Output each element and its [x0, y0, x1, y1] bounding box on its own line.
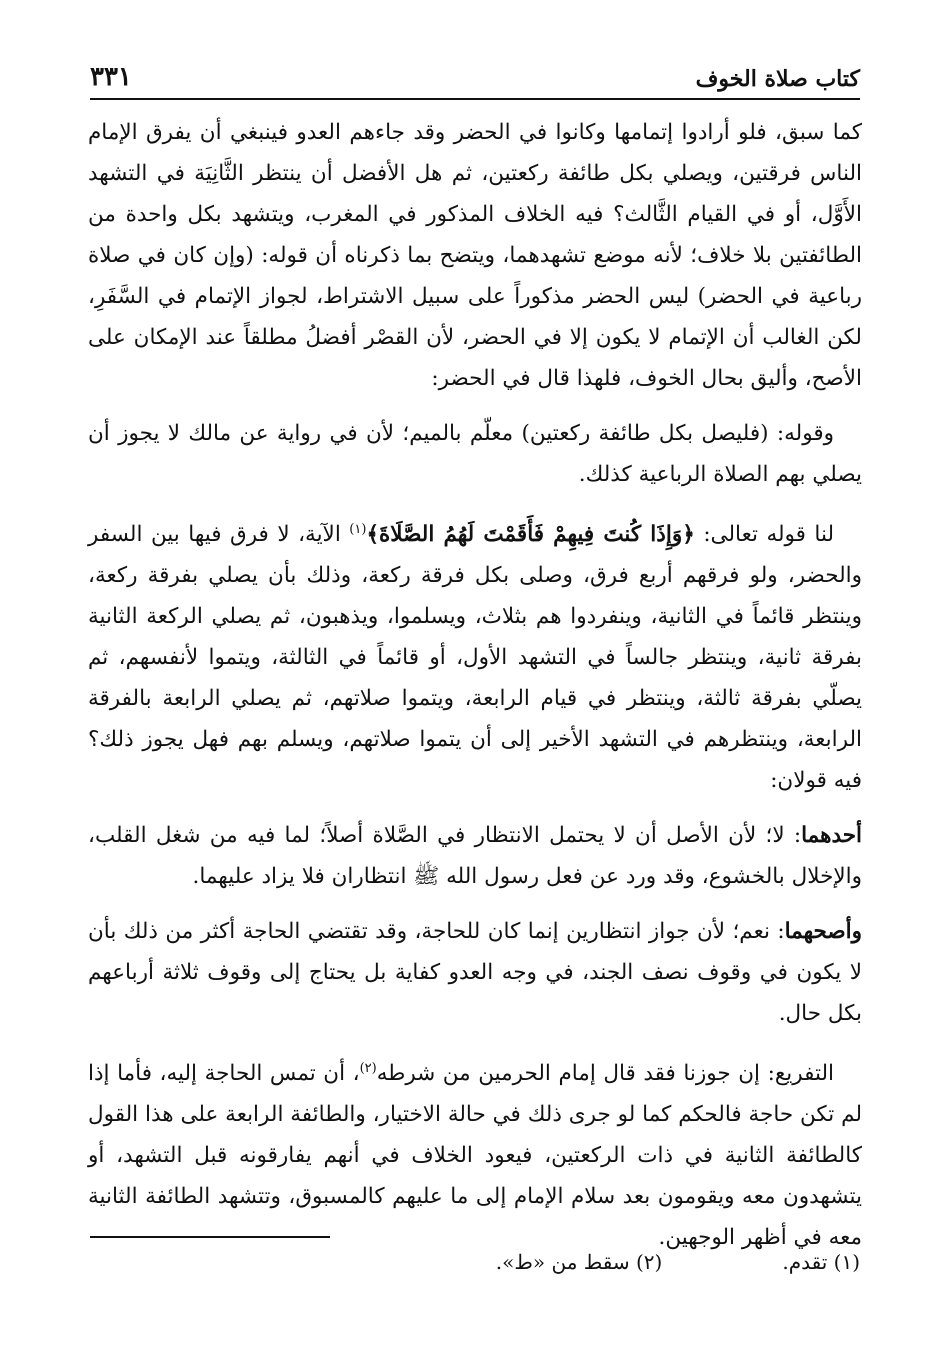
footnote-ref-2: (٢): [359, 1061, 377, 1077]
paragraph-3: [88, 509, 862, 801]
paragraph-5-lead: وأصحهما: [784, 919, 862, 945]
footnotes: [90, 1250, 860, 1274]
paragraph-1: كما سبق، فلو أرادوا إتمامها وكانوا في الحضر وقد جاءهم العدو فينبغي أن يفرق الإمام الناس فرقتين، ويصلي بكل طائفة ركعتين، ثم هل الأفضل أن ينتظر الثَّانِيَة في التشهد الأَوَّل، أو في القيام الثَّالث؟ فيه الخلاف المذكور في المغرب، ويتشهد بكل واحدة من الطائفتين بلا خلاف؛ لأنه موضع تشهدهما، ويتضح بما ذكرناه أن قوله: (وإن كان في صلاة رباعية في الحضر) ليس الحضر مذكوراً على سبيل الاشتراط، لجواز الإتمام في السَّفَرِ، لكن الغالب أن الإتمام لا يكون إلا في الحضر، لأن القصْر أفضلُ مطلقاً عند الإمكان على الأصح، وأليق بحال الخوف، فلهذا قال في الحضر:: [88, 120, 862, 391]
footnote-divider: [90, 1236, 330, 1238]
paragraph-5: [88, 911, 862, 1034]
paragraph-4-text: : لا؛ لأن الأصل أن لا يحتمل الانتظار في الصَّلاة أصلاً؛ لما فيه من شغل القلب، والإخلال بالخشوع، وقد ورد عن فعل رسول الله ﷺ انتظاران فلا يزاد عليهما.: [88, 823, 862, 890]
paragraph-3-intro: لنا قوله تعالى:: [694, 522, 834, 548]
paragraph-6-intro: التفريع: إن جوزنا فقد قال إمام الحرمين من شرطه: [376, 1061, 834, 1087]
page-body: [88, 112, 862, 1258]
paragraph-2: وقوله: (فليصل بكل طائفة ركعتين) معلّم بالميم؛ لأن في رواية عن مالك لا يجوز أن يصلي بهم الصلاة الرباعية كذلك.: [88, 421, 862, 487]
quran-verse: ﴿وَإِذَا كُنتَ فِيهِمْ فَأَقَمْتَ لَهُمُ الصَّلَاةَ﴾: [366, 522, 695, 548]
paragraph-4-lead: أحدهما: [801, 823, 862, 849]
paragraph-5-text: : نعم؛ لأن جواز انتظارين إنما كان للحاجة، وقد تقتضي الحاجة أكثر من ذلك بأن لا يكون في وقوف نصف الجند، في وجه العدو كفاية بل يحتاج إلى وقوف ثلاثة أرباعهم بكل حال.: [88, 919, 862, 1027]
paragraph-3-text: الآية، لا فرق فيها بين السفر والحضر، ولو فرقهم أربع فرق، وصلى بكل فرقة ركعة، وذلك بأن يصلي بفرقة ركعة، وينتظر قائماً في الثانية، وينفردوا هم بثلاث، ويسلموا، ويذهبون، ثم يصلي الركعة الثانية بفرقة ثانية، وينتظر جالساً في التشهد الأول، أو قائماً في الثالثة، ويتموا لأنفسهم، ثم يصلّي بفرقة ثالثة، وينتظر في قيام الرابعة، ويتموا صلاتهم، ثم يصلي الرابعة بالفرقة الرابعة، وينتظرهم في التشهد الأخير إلى أن يتموا صلاتهم، ويسلم بهم فهل يجوز ذلك؟ فيه قولان:: [88, 522, 862, 794]
paragraph-4: [88, 815, 862, 897]
footnote-ref-1: (١): [349, 522, 367, 537]
footnote-1: (١) تقدم.: [782, 1250, 860, 1274]
footnote-2: (٢) سقط من «ط».: [495, 1250, 663, 1274]
book-title: كتاب صلاة الخوف: [695, 66, 860, 92]
page-number: ٣٣١: [90, 62, 132, 92]
paragraph-6: [88, 1048, 862, 1258]
paragraph-6-text: ، أن تمس الحاجة إليه، فأما إذا لم تكن حاجة فالحكم كما لو جرى ذلك في حالة الاختيار، والطائفة الرابعة على هذا القول كالطائفة الثانية في ذات الركعتين، فيعود الخلاف في أنهم يفارقونه قبل التشهد، أو يتشهدون معه ويقومون بعد سلام الإمام إلى ما عليهم كالمسبوق، وتتشهد الطائفة الثانية معه في أظهر الوجهين.: [88, 1061, 862, 1251]
page-header: [90, 52, 860, 100]
